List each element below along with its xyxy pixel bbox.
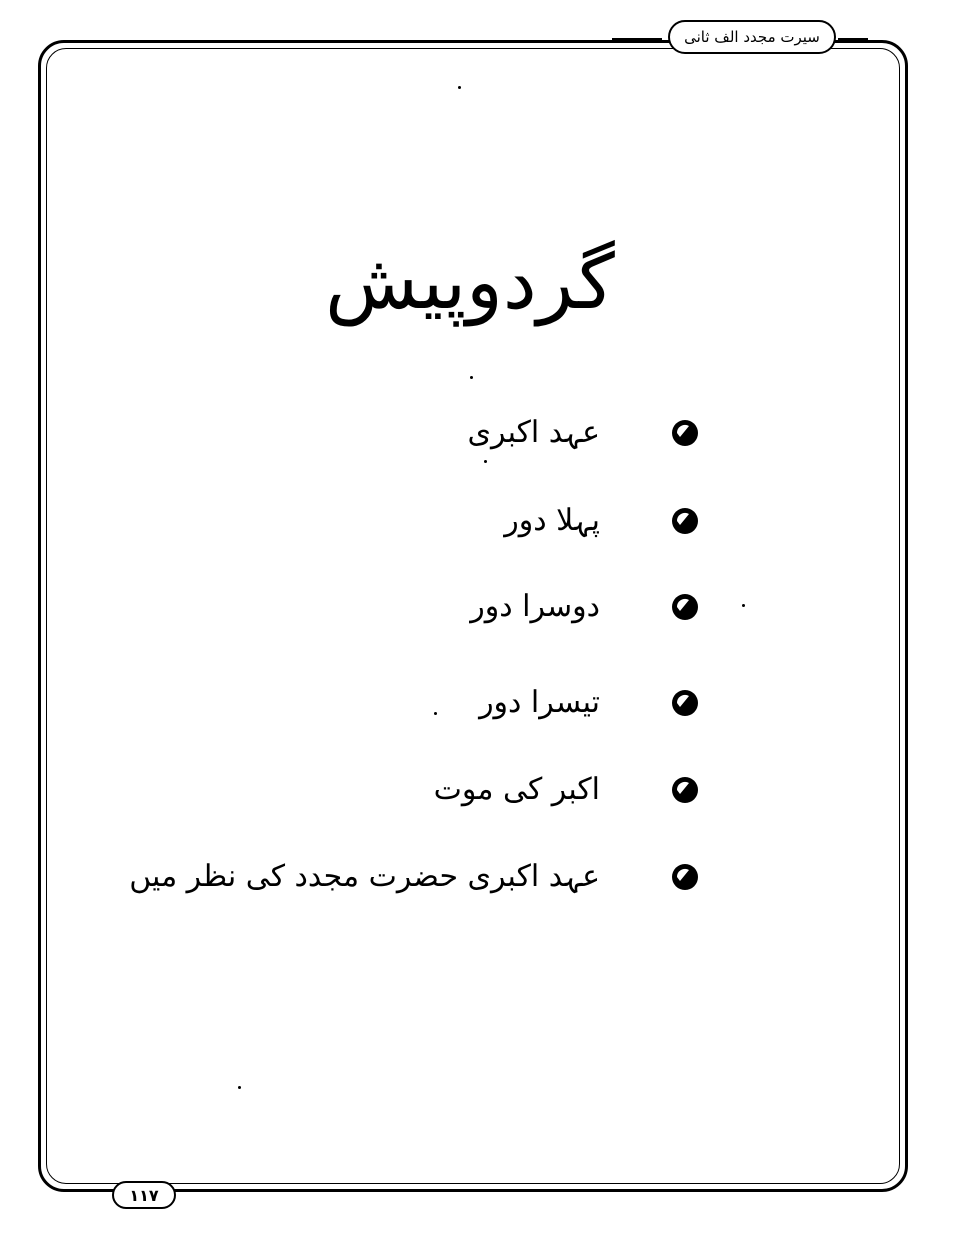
contents-item-label: اکبر کی موت (433, 772, 600, 807)
running-header (668, 20, 836, 54)
scan-speck (742, 604, 745, 607)
contents-item-label: عہد اکبری حضرت مجدد کی نظر میں (129, 859, 600, 894)
scan-speck (238, 1086, 241, 1089)
page-number: ۱۱۷ (129, 1185, 159, 1205)
contents-item (260, 408, 700, 458)
bullet-icon (670, 775, 700, 805)
chapter-title: گردوپیش (325, 237, 615, 326)
scan-speck (484, 460, 487, 463)
bullet-icon (670, 418, 700, 448)
contents-item (260, 765, 700, 815)
bullet-icon (670, 506, 700, 536)
bullet-icon (670, 592, 700, 622)
scan-speck (434, 712, 437, 715)
contents-item (260, 582, 700, 632)
contents-item (260, 678, 700, 728)
contents-item (260, 496, 700, 546)
bullet-icon (670, 688, 700, 718)
contents-item-label: دوسرا دور (470, 589, 600, 624)
contents-item-label: عہد اکبری (467, 415, 600, 450)
header-divider (612, 38, 662, 40)
contents-item-label: پہلا دور (504, 503, 600, 538)
scan-speck (470, 376, 473, 379)
running-title: سیرت مجدد الف ثانی (684, 28, 820, 46)
page-number-badge (112, 1181, 176, 1209)
header-divider (838, 38, 868, 40)
contents-item (129, 852, 700, 902)
bullet-icon (670, 862, 700, 892)
scan-speck (458, 86, 461, 89)
contents-item-label: تیسرا دور (479, 685, 600, 720)
